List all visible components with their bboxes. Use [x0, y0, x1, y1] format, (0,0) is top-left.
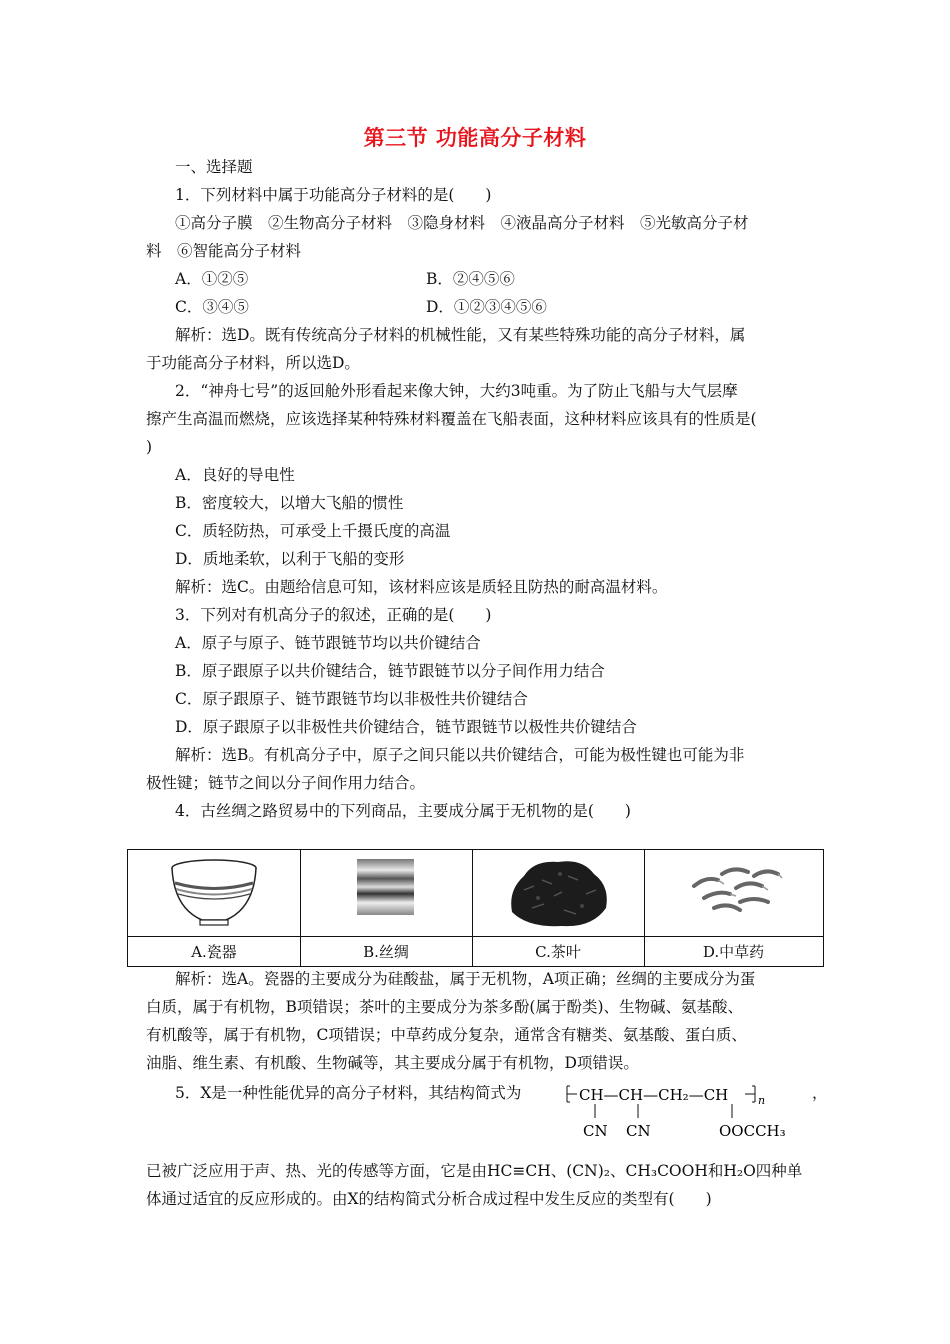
- q5-stem-line3: 体通过适宜的反应形成的。由X的结构简式分析合成过程中发生反应的类型有( ): [146, 1190, 712, 1208]
- formula-cn-1: CN: [583, 1122, 608, 1140]
- q4-caption-d: D.中草药: [644, 936, 823, 967]
- q5-stem-line1: 5．X是一种性能优异的高分子材料，其结构简式为: [175, 1084, 522, 1102]
- formula-ester-group: OOCCH₃: [719, 1122, 786, 1140]
- q2-option-b: B．密度较大，以增大飞船的惯性: [175, 494, 404, 512]
- q1-option-c: C．③④⑤: [175, 298, 249, 316]
- q4-caption-b: B.丝绸: [300, 936, 472, 967]
- q4-cell-b: [300, 850, 473, 966]
- q4-analysis-line2: 白质，属于有机物，B项错误；茶叶的主要成分为茶多酚(属于酚类)、生物碱、氨基酸、: [146, 998, 743, 1016]
- q3-option-c: C．原子跟原子、链节跟链节均以非极性共价键结合: [175, 690, 528, 708]
- silk-image: [300, 850, 472, 936]
- q1-stem: 1．下列材料中属于功能高分子材料的是( ): [175, 186, 492, 204]
- q4-analysis-line3: 有机酸等，属于有机物，C项错误；中草药成分复杂，通常含有糖类、氨基酸、蛋白质、: [146, 1026, 747, 1044]
- q1-items-line1: ①高分子膜 ②生物高分子材料 ③隐身材料 ④液晶高分子材料 ⑤光敏高分子材: [175, 214, 749, 232]
- q4-cell-d: [644, 850, 823, 966]
- porcelain-bowl-image: [128, 850, 300, 936]
- q1-analysis-line1: 解析：选D。既有传统高分子材料的机械性能，又有某些特殊功能的高分子材料，属: [175, 326, 746, 344]
- q4-image-table: [127, 849, 824, 967]
- q4-caption-a: A.瓷器: [128, 936, 300, 967]
- q3-stem: 3．下列对有机高分子的叙述，正确的是( ): [175, 606, 492, 624]
- formula-subscript-n: n: [758, 1094, 766, 1107]
- q2-stem-line2: 擦产生高温而燃烧，应该选择某种特殊材料覆盖在飞船表面，这种材料应该具有的性质是(: [146, 410, 757, 428]
- q4-analysis-line1: 解析：选A。瓷器的主要成分为硅酸盐，属于无机物，A项正确；丝绸的主要成分为蛋: [175, 970, 756, 988]
- structural-formula: [565, 1082, 805, 1152]
- q3-analysis-line2: 极性键；链节之间以分子间作用力结合。: [146, 774, 426, 792]
- q4-stem: 4．古丝绸之路贸易中的下列商品，主要成分属于无机物的是( ): [175, 802, 631, 820]
- formula-cn-2: CN: [626, 1122, 651, 1140]
- q1-option-d: D．①②③④⑤⑥: [426, 298, 547, 316]
- q3-option-d: D．原子跟原子以非极性共价键结合，链节跟链节以极性共价键结合: [175, 718, 637, 736]
- page-title: 第三节 功能高分子材料: [363, 126, 587, 150]
- herbal-medicine-image: [644, 850, 823, 936]
- q4-cell-c: [472, 850, 645, 966]
- tea-leaves-image: [472, 850, 644, 936]
- q2-stem-line1: 2．“神舟七号”的返回舱外形看起来像大钟，大约3吨重。为了防止飞船与大气层摩: [175, 382, 738, 400]
- q1-analysis-line2: 于功能高分子材料，所以选D。: [146, 354, 360, 372]
- q3-option-a: A．原子与原子、链节跟链节均以共价键结合: [175, 634, 481, 652]
- section-heading: 一、选择题: [175, 158, 253, 176]
- q4-analysis-line4: 油脂、维生素、有机酸、生物碱等，其主要成分属于有机物，D项错误。: [146, 1054, 639, 1072]
- q2-stem-line3: ): [146, 438, 153, 456]
- q2-option-a: A．良好的导电性: [175, 466, 295, 484]
- q1-option-a: A．①②⑤: [175, 270, 249, 288]
- q4-cell-a: [128, 850, 301, 966]
- q4-caption-c: C.茶叶: [472, 936, 644, 967]
- q2-option-c: C．质轻防热，可承受上千摄氏度的高温: [175, 522, 451, 540]
- q5-comma: ，: [812, 1084, 828, 1102]
- formula-main-chain: CH—CH—CH₂—CH: [579, 1086, 729, 1104]
- q1-option-b: B．②④⑤⑥: [426, 270, 515, 288]
- q1-items-line2: 料 ⑥智能高分子材料: [146, 242, 302, 260]
- q3-analysis-line1: 解析：选B。有机高分子中，原子之间只能以共价键结合，可能为极性键也可能为非: [175, 746, 745, 764]
- q2-analysis: 解析：选C。由题给信息可知，该材料应该是质轻且防热的耐高温材料。: [175, 578, 668, 596]
- q3-option-b: B．原子跟原子以共价键结合，链节跟链节以分子间作用力结合: [175, 662, 605, 680]
- q2-option-d: D．质地柔软，以利于飞船的变形: [175, 550, 405, 568]
- q5-stem-line2: 已被广泛应用于声、热、光的传感等方面，它是由HC≡CH、(CN)₂、CH₃COOH和H₂O四种单: [146, 1162, 803, 1180]
